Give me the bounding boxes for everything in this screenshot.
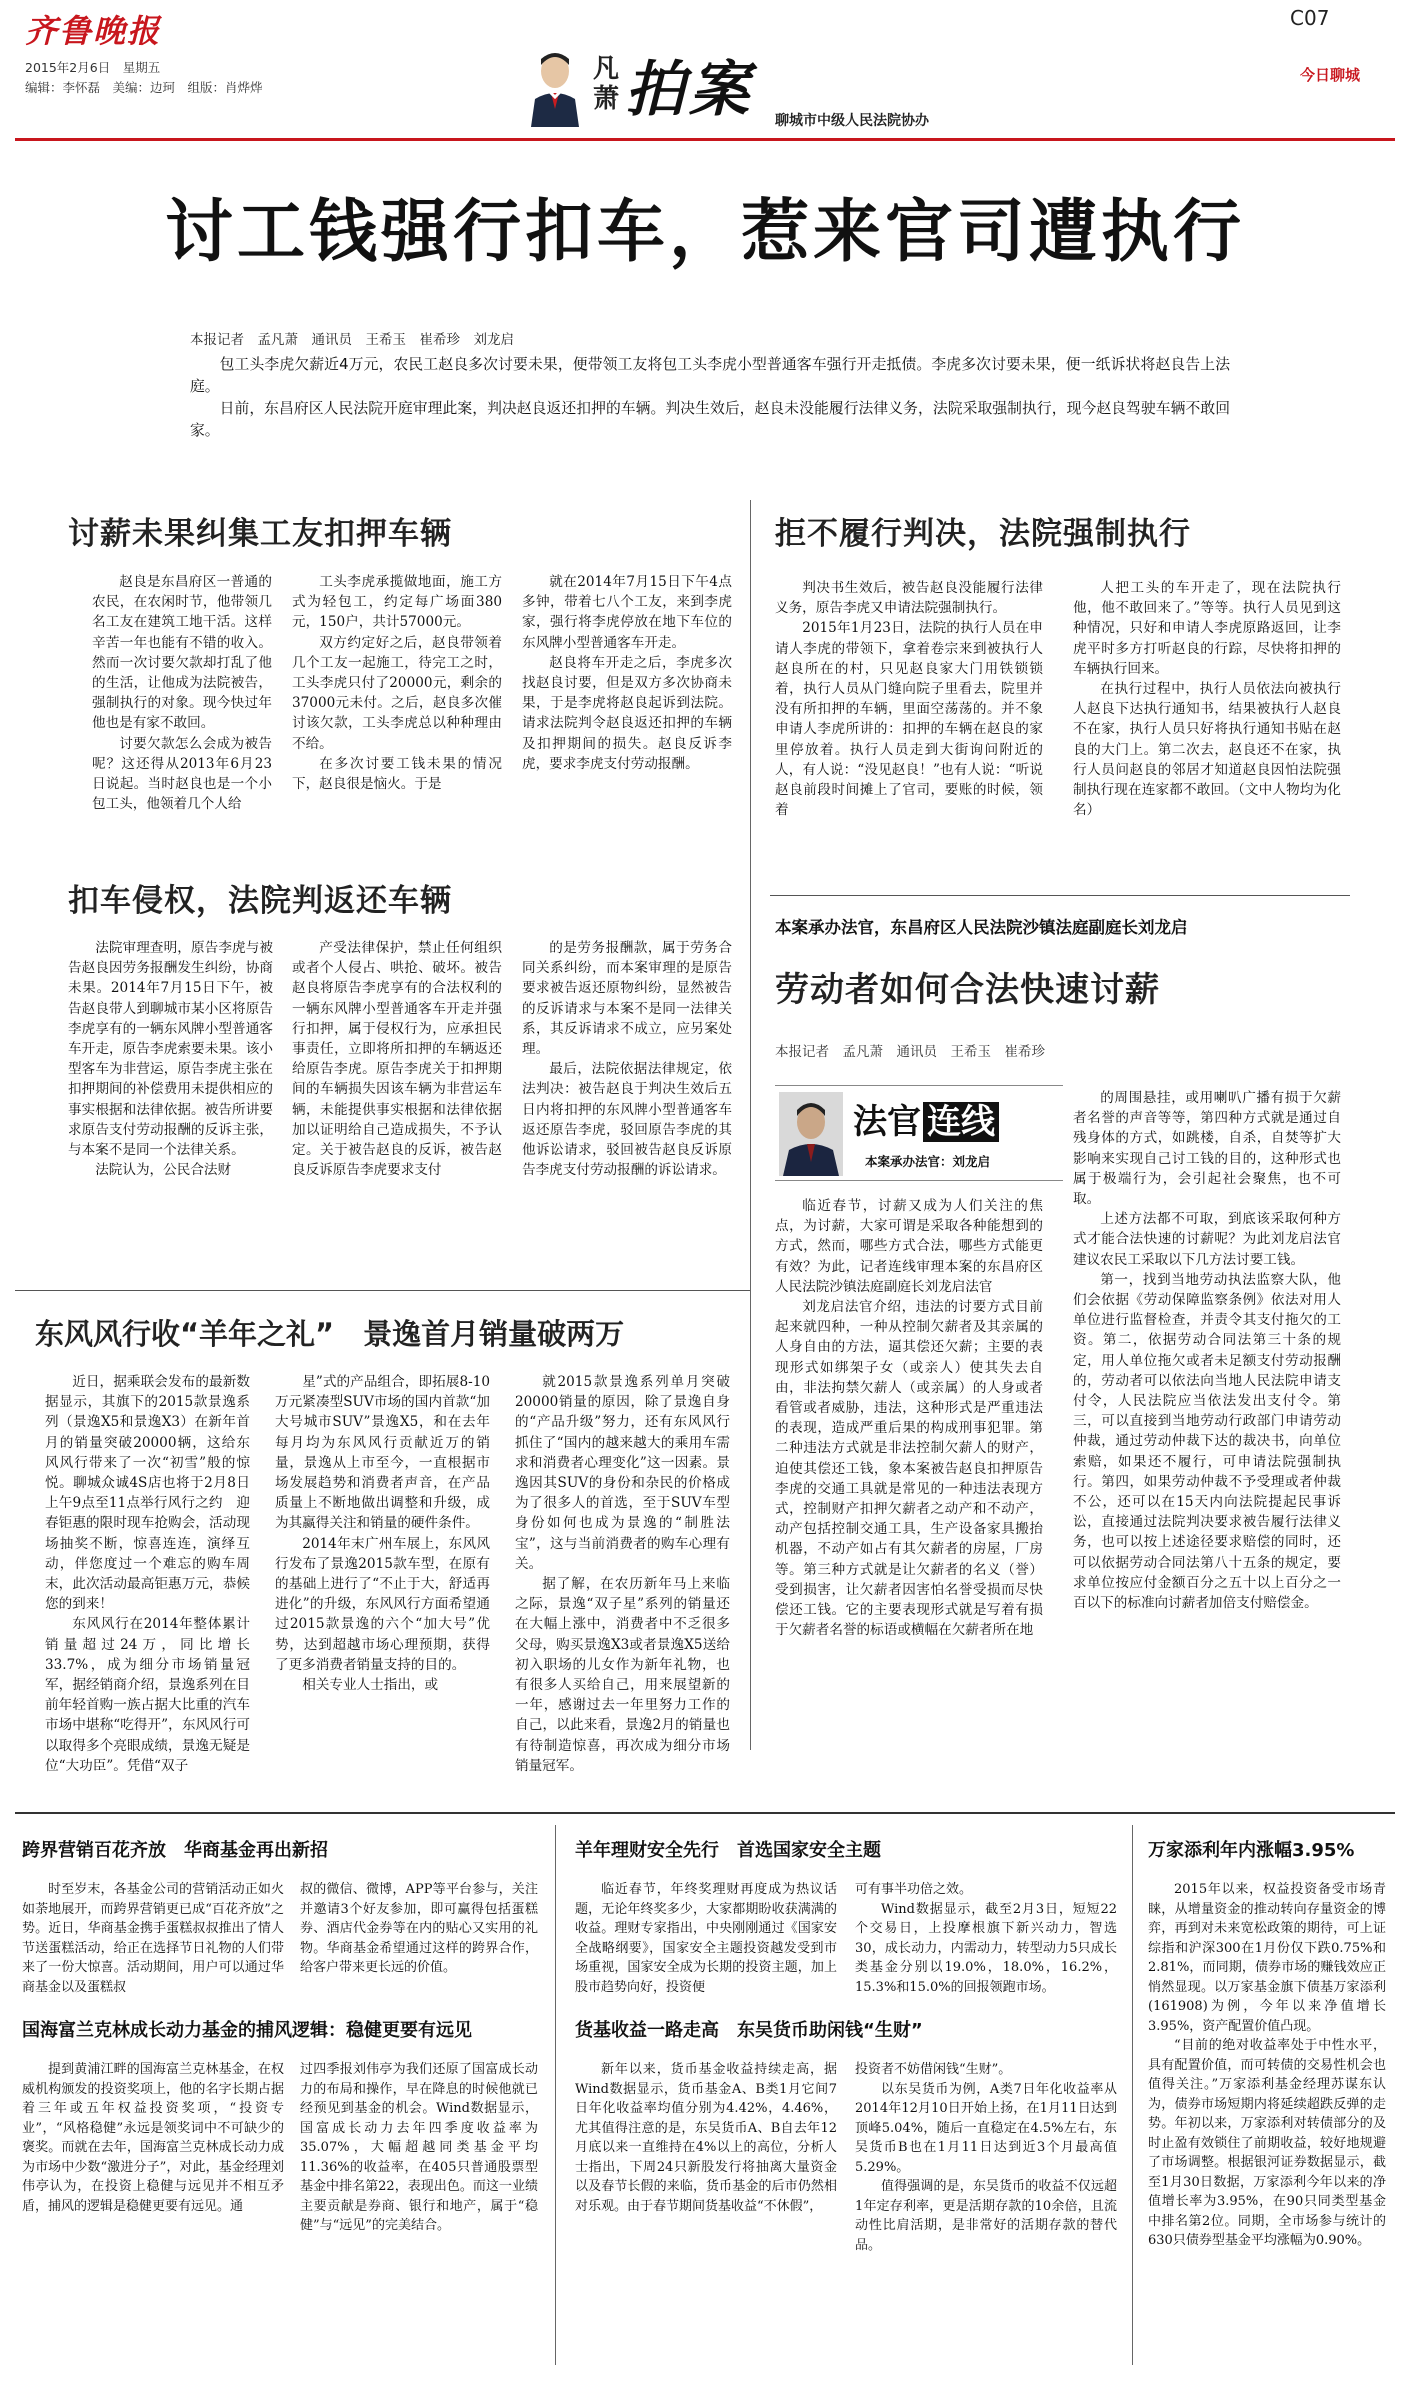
column-banner: [505, 42, 1005, 132]
fin5-col1: 2015年以来，权益投资备受市场青睐，从增量资金的推动转向存量资金的博弈，再到对未来宽松政策的期待，可上证综指和沪深300在1月份仅下跌0.75%和2.81%，而同期，债券市场的赚钱效应正悄然显现。以万家基金旗下债基万家添利(161908)为例，今年以来净值增长3.95%，资产配置价值凸现。 “目前的绝对收益率处于中性水平，具有配置价值，而可转债的交易性机会也值得关注。”万家添利基金经理苏谋东认为，债券市场短期内将延续超跌反弹的走势。年初以来，万家添利对转债部分的及时止盈有效锁住了前期收益，较好地规避了市场调整。根据银河证券数据显示，截至1月30日数据，万家添利今年以来的净值增长率为3.95%，在90只同类型基金中排名第2位。同期，全市场参与统计的630只债券型基金平均涨幅为0.90%。: [1148, 1882, 1386, 2248]
lead-text: [190, 354, 1230, 442]
columnist-portrait: [525, 47, 585, 127]
masthead-rule: [15, 138, 1395, 141]
fin5-heading: 万家添利年内涨幅3.95%: [1148, 1840, 1355, 1861]
section2-heading: 扣车侵权，法院判返还车辆: [68, 883, 452, 919]
section3-rule: [770, 895, 1350, 896]
section3-heading: 拒不履行判决，法院强制执行: [775, 516, 1191, 552]
section1-col3: 就在2014年7月15日下午4点多钟，带着七八个工友，来到李虎家，强行将李虎停放在地下车位的东风牌小型普通客车开走。 赵良将车开走之后，李虎多次找赵良讨要，但是双方多次协商未果，于是李虎将赵良起诉到法院。请求法院判令赵良返还扣押的车辆及扣押期间的损失。赵良反诉李虎，要求李虎支付劳动报酬。: [522, 574, 732, 772]
sidebar-heading: 劳动者如何合法快速讨薪: [775, 970, 1160, 1010]
fin4-col1: 新年以来，货币基金收益持续走高，据Wind数据显示，货币基金A、B类1月它间7日年化收益率均值分别为4.42%，4.46%，尤其值得注意的是，东吴货币A、B自去年12月底以来一直维持在4%以上的高位，分析人士指出，下周24只新股发行将抽离大量资金以及春节长假的来临，货币基金的后市仍然相对乐观。由于春节期间货基收益“不休假”，: [575, 2062, 837, 2214]
main-headline: 讨工钱强行扣车，惹来官司遭执行: [164, 193, 1245, 272]
fin4-col2: 投资者不妨借闲钱“生财”。 以东吴货币为例，A类7日年化收益率从2014年12月10日开始上扬，在1月11日达到顶峰5.04%，随后一直稳定在4.5%左右，东吴货币B也在1月11日达到近3个月最高值5.29%。 值得强调的是，东吴货币的收益不仅远超1年定存利率，更是活期存款的10余倍，且流动性比肩活期，是非常好的活期存款的替代品。: [855, 2062, 1117, 2253]
lead-paragraph: 日前，东昌府区人民法院开庭审理此案，判决赵良返还扣押的车辆。判决生效后，赵良未没能履行法律义务，法院采取强制执行，现今赵良驾驶车辆不敢回家。: [190, 400, 1230, 439]
fin1-col2: 叔的微信、微博，APP等平台参与，关注并邀请3个好友参加，即可赢得包括蛋糕券、酒店代金券等在内的贴心又实用的礼物。华商基金希望通过这样的跨界合作，给客户带来更长远的价值。: [300, 1882, 538, 1975]
paper-logo: [25, 6, 193, 50]
judge-photo: [779, 1092, 843, 1176]
section1-col2: 工头李虎承揽做地面，施工方式为轻包工，约定每广场面380元，150户，共计57000元。 双方约定好之后，赵良带领着几个工友一起施工，待完工之时，工头李虎只付了20000元，剩余的37000元未付。之后，赵良多次催讨该欠款，工头李虎总以种种理由不给。 在多次讨要工钱未果的情况下，赵良很是恼火。于是: [292, 574, 502, 793]
fin3-col2: 可有事半功倍之效。 Wind数据显示，截至2月3日，短短22个交易日，上投摩根旗下新兴动力，智选30，成长动力，内需动力，转型动力5只成长类基金分别以19.0%，18.0%，16.2%，15.3%和15.0%的回报领跑市场。: [855, 1882, 1117, 1995]
car-heading: 东风风行收“羊年之礼” 景逸首月销量破两万: [35, 1317, 625, 1351]
column-name-big: 拍案: [625, 55, 753, 125]
car-col3: 就2015款景逸系列单月突破20000销量的原因，除了景逸自身的“产品升级”努力，还有东风风行抓住了“国内的越来越大的乘用车需求和消费者心理变化”这一因素。景逸因其SUV的身份和杂民的价格成为了很多人的首选，至于SUV车型身份如何也成为景逸的“制胜法宝”，这与当前消费者的购车心理有关。 据了解，在农历新年马上来临之际，景逸“双子星”系列的销量还在大幅上涨中，消费者中不乏很多父母，购买景逸X3或者景逸X5送给初入职场的儿女作为新年礼物，也有很多人买给自己，用来展望新的一年，感谢过去一年里努力工作的自己，以此来看，景逸2月的销量也有待制造惊喜，再次成为细分市场销量冠军。: [515, 1374, 730, 1774]
main-byline: 本报记者 孟凡萧 通讯员 王希玉 崔希珍 刘龙启: [190, 332, 514, 348]
fin1-col1: 时至岁末，各基金公司的营销活动正如火如荼地展开，而跨界营销更已成“百花齐放”之势。近日，华商基金携手蛋糕叔叔推出了情人节送蛋糕活动，给正在选择节日礼物的人们带来了一份大惊喜。活动期间，用户可以通过华商基金以及蛋糕叔: [22, 1882, 284, 1995]
section2-col1: 法院审理查明，原告李虎与被告赵良因劳务报酬发生纠纷，协商未果。2014年7月15日下午，被告赵良带人到聊城市某小区将原告李虎享有的一辆东风牌小型普通客车开走，原告李虎索要未果。该小型客车为非营运，原告李虎主张在扣押期间的补偿费用未提供相应的事实根据和法律依据。被告所讲要求原告支付劳动报酬的反诉主张，与本案不是同一个法律关系。 法院认为，公民合法财: [68, 940, 273, 1179]
fin4-heading: 货基收益一路走高 东吴货币助闲钱“生财”: [575, 2020, 923, 2041]
column-name-small: 凡 萧: [593, 54, 620, 114]
fin3-col1: 临近春节，年终奖理财再度成为热议话题，无论年终奖多少，大家都期盼收获满满的收益。理财专家指出，中央刚刚通过《国家安全战略纲要》，国家安全主题投资越发受到市场重视，国家安全成为长期的投资主题，加上股市趋势向好，投资便: [575, 1882, 837, 1995]
car-top-rule: [15, 1290, 750, 1291]
car-sidebar-divider: [750, 1290, 751, 1750]
section2-col2: 产受法律保护，禁止任何组织或者个人侵占、哄抢、破坏。被告赵良将原告李虎享有的合法权利的一辆东风牌小型普通客车开走并强行扣押，属于侵权行为，应承担民事责任，立即将所扣押的车辆返还给原告李虎。原告李虎关于扣押期间的车辆损失因该车辆为非营运车辆，未能提供事实根据和法律依据加以证明给自己造成损失，不予认定。关于被告赵良的反诉，被告赵良反诉原告李虎要求支付: [292, 940, 502, 1179]
section1-col1: 赵良是东昌府区一普通的农民，在农闲时节，他带领几名工友在建筑工地干活。这样辛苦一年也能有不错的收入。然而一次讨要欠款却打乱了他的生活，让他成为法院被告，强制执行的对象。现今快过年他也是有家不敢回。 讨要欠款怎么会成为被告呢？这还得从2013年6月23日说起。当时赵良也是一个小包工头，他领着几个人给: [92, 574, 272, 813]
column-divider: [750, 500, 751, 1290]
page-code: C07: [1290, 6, 1330, 30]
masthead: [0, 0, 1409, 140]
sidebar-byline: 本报记者 孟凡萧 通讯员 王希玉 崔希珍: [775, 1044, 1045, 1060]
fin1-heading: 跨界营销百花齐放 华商基金再出新招: [22, 1840, 328, 1861]
section1-heading: 讨薪未果纠集工友扣押车辆: [68, 516, 452, 552]
finance-divider-2: [1132, 1825, 1133, 2365]
section2-col3: 的是劳务报酬款，属于劳务合同关系纠纷，而本案审理的是原告要求被告返还原物纠纷，显然被告的反诉请求与本案不是同一法律关系，其反诉请求不成立，应另案处理。 最后，法院依据法律规定，依法判决：被告赵良于判决生效后五日内将扣押的东风牌小型普通客车返还原告李虎，驳回原告李虎的其他诉讼请求，驳回被告赵良反诉原告李虎支付劳动报酬的诉讼请求。: [522, 940, 732, 1179]
fin2-heading: 国海富兰克林成长动力基金的捕风逻辑：稳健更要有远见: [22, 2020, 472, 2041]
judge-box: [775, 1085, 1063, 1181]
section-name: 今日聊城: [1300, 66, 1361, 84]
finance-top-rule: [15, 1812, 1395, 1814]
date-line: 2015年2月6日 星期五: [25, 60, 161, 75]
section3-col1: 判决书生效后，被告赵良没能履行法律义务，原告李虎又申请法院强制执行。 2015年1月23日，法院的执行人员在申请人李虎的带领下，拿着卷宗来到被执行人赵良所在的村，只见赵良家大门用铁锁锁着，执行人员从门缝向院子里看去，院里并没有所扣押的车辆，里面空荡荡的。并不象申请人李虎所讲的：扣押的车辆在赵良的家里停放着。执行人员走到大街询问附近的人，有人说：“没见赵良！”也有人说：“听说赵良前段时间摊上了官司，要账的时候，领着: [775, 580, 1043, 819]
section3-col2: 人把工头的车开走了，现在法院执行他，他不敢回来了。”等等。执行人员见到这种情况，只好和申请人李虎原路返回，让李虎平时多方打听赵良的行踪，尽快将扣押的车辆执行回来。 在执行过程中，执行人员依法向被执行人赵良下达执行通知书，结果被执行人赵良不在家，执行人员只好将执行通知书贴在赵良的大门上。第二次去，赵良还不在家，执行人员问赵良的邻居才知道赵良因怕法院强制执行现在连家都不敢回。（文中人物均为化名）: [1073, 580, 1341, 819]
car-col2: 星”式的产品组合，即拓展8-10万元紧凑型SUV市场的国内首款“加大号城市SUV”景逸X5，和在去年每月均为东风风行贡献近万的销量，景逸从上市至今，一直根据市场发展趋势和消费者声音，在产品质量上不断地做出调整和升级，成为其赢得关注和销量的硬件条件。 2014年末广州车展上，东风风行发布了景逸2015款车型，在原有的基础上进行了“不止于大，舒适再进化”的升级，东风风行方面希望通过2015款景逸的六个“加大号”优势，达到超越市场心理预期，获得了更多消费者销量支持的目的。 相关专业人士指出，或: [275, 1374, 490, 1694]
car-col1: 近日，据乘联会发布的最新数据显示，其旗下的2015款景逸系列（景逸X5和景逸X3）在新年首月的销量突破20000辆，这给东风风行带来了一次“初雪”般的惊悦。聊城众诚4S店也将于2月8日上午9点至11点举行风行之约 迎春钜惠的限时现车抢购会，活动现场抽奖不断，惊喜连连，演绎互动，伴您度过一个难忘的购车周末，此次活动最高钜惠万元，恭候您的到来！ 东风风行在2014年整体累计销量超过24万，同比增长33.7%，成为细分市场销量冠军，据经销商介绍，景逸系列在目前年轻首购一族占据大比重的汽车市场中堪称“吃得开”，东风风行可以取得多个亮眼成绩，景逸无疑是位“大功臣”。凭借“双子: [45, 1374, 250, 1774]
lead-paragraph: 包工头李虎欠薪近4万元，农民工赵良多次讨要未果，便带领工友将包工头李虎小型普通客车强行开走抵债。李虎多次讨要未果，便一纸诉状将赵良告上法庭。: [190, 356, 1230, 395]
judge-box-title: 法官 连线: [853, 1094, 999, 1143]
fin2-col1: 提到黄浦江畔的国海富兰克林基金，在权威机构颁发的投资奖项上，他的名字长期占据着三年或五年权益投资奖项，“投资专业”，“风格稳健”永远是领奖词中不可缺少的褒奖。而就在去年，国海富兰克林成长动力成为市场中少数“激进分子”，对此，基金经理刘伟亭认为，在投资上稳健与远见并不相互矛盾，捕风的逻辑是稳健更要有远见。通: [22, 2062, 284, 2214]
judge-caption: 本案承办法官：刘龙启: [865, 1154, 991, 1169]
editors-line: 编辑：李怀磊 美编：边珂 组版：肖烨烨: [25, 80, 263, 95]
sidebar-col1: 临近春节，讨薪又成为人们关注的焦点，为讨薪，大家可谓是采取各种能想到的方式，然而，哪些方式合法，哪些方式能更有效？为此，记者连线审理本案的东昌府区人民法院沙镇法庭副庭长刘龙启法官 刘龙启法官介绍，违法的讨要方式目前起来就四种，一种从控制欠薪者及其亲属的人身自由的方法，逼其偿还欠薪；主要的表现形式如绑架子女（或亲人）使其失去自由，非法拘禁欠薪人（或亲属）的人身或者看管或者威胁，违法，这种形式是严重违法的表现，造成严重后果的构成刑事犯罪。第二种违法方式就是非法控制欠薪人的财产，迫使其偿还工钱，象本案被告赵良扣押原告李虎的交通工具就是常见的一种违法表现方式，控制财产扣押欠薪者之动产和不动产，动产包括控制交通工具，生产设备家具搬抬机器，不动产如占有其欠薪者的房屋，厂房等。第三种方式就是让欠薪者的名义（誉）受到损害，让欠薪者因害怕名誉受损而尽快偿还工钱。它的主要表现形式就是写着有损于欠薪者名誉的标语或横幅在欠薪者所在地: [775, 1198, 1043, 1639]
fin2-col2: 过四季报刘伟亭为我们还原了国富成长动力的布局和操作，早在降息的时候他就已经预见到基金的机会。Wind数据显示，国富成长动力去年四季度收益率为35.07%，大幅超越同类基金平均11.36%的收益率，在405只普通股票型基金中排名第22，表现出色。而这一业绩主要贡献是券商、银行和地产，属于“稳健”与“远见”的完美结合。: [300, 2062, 538, 2233]
sidebar-kicker: 本案承办法官，东昌府区人民法院沙镇法庭副庭长刘龙启: [775, 918, 1188, 937]
column-sponsor: 聊城市中级人民法院协办: [775, 113, 929, 129]
fin3-heading: 羊年理财安全先行 首选国家安全主题: [575, 1840, 881, 1861]
finance-divider-1: [555, 1825, 556, 2365]
sidebar-col2: 的周围悬挂，或用喇叭广播有损于欠薪者名誉的声音等等，第四种方式就是通过自残身体的方式，如跳楼，自杀，自焚等扩大影响来实现自己讨工钱的目的，这种形式也属于极端行为，会引起社会聚焦，也不可取。 上述方法都不可取，到底该采取何种方式才能合法快速的讨薪呢？为此刘龙启法官建议农民工采取以下几方法讨要工钱。 第一，找到当地劳动执法监察大队，他们会依据《劳动保障监察条例》依法对用人单位进行监督检查，并责令其支付拖欠的工资。第二，依据劳动合同法第三十条的规定，用人单位拖欠或者未足额支付劳动报酬的，劳动者可以依法向当地人民法院申请支付令，人民法院应当依法发出支付令。第三，可以直接到当地劳动行政部门申请劳动仲裁，通过劳动仲裁下达的裁决书，向单位索赔，如果还不履行，可申请法院强制执行。第四，如果劳动仲裁不予受理或者仲裁不公，还可以在15天内向法院提起民事诉讼，直接通过法院判决要求被告履行法律义务，也可以按上述途径要求赔偿的同时，还可以依据劳动合同法第八十五条的规定，要求单位按应付金额百分之五十以上百分之一百以下的标准向讨薪者加倍支付赔偿金。: [1073, 1090, 1341, 1612]
paper-name: 齐鲁晚报: [25, 12, 162, 50]
